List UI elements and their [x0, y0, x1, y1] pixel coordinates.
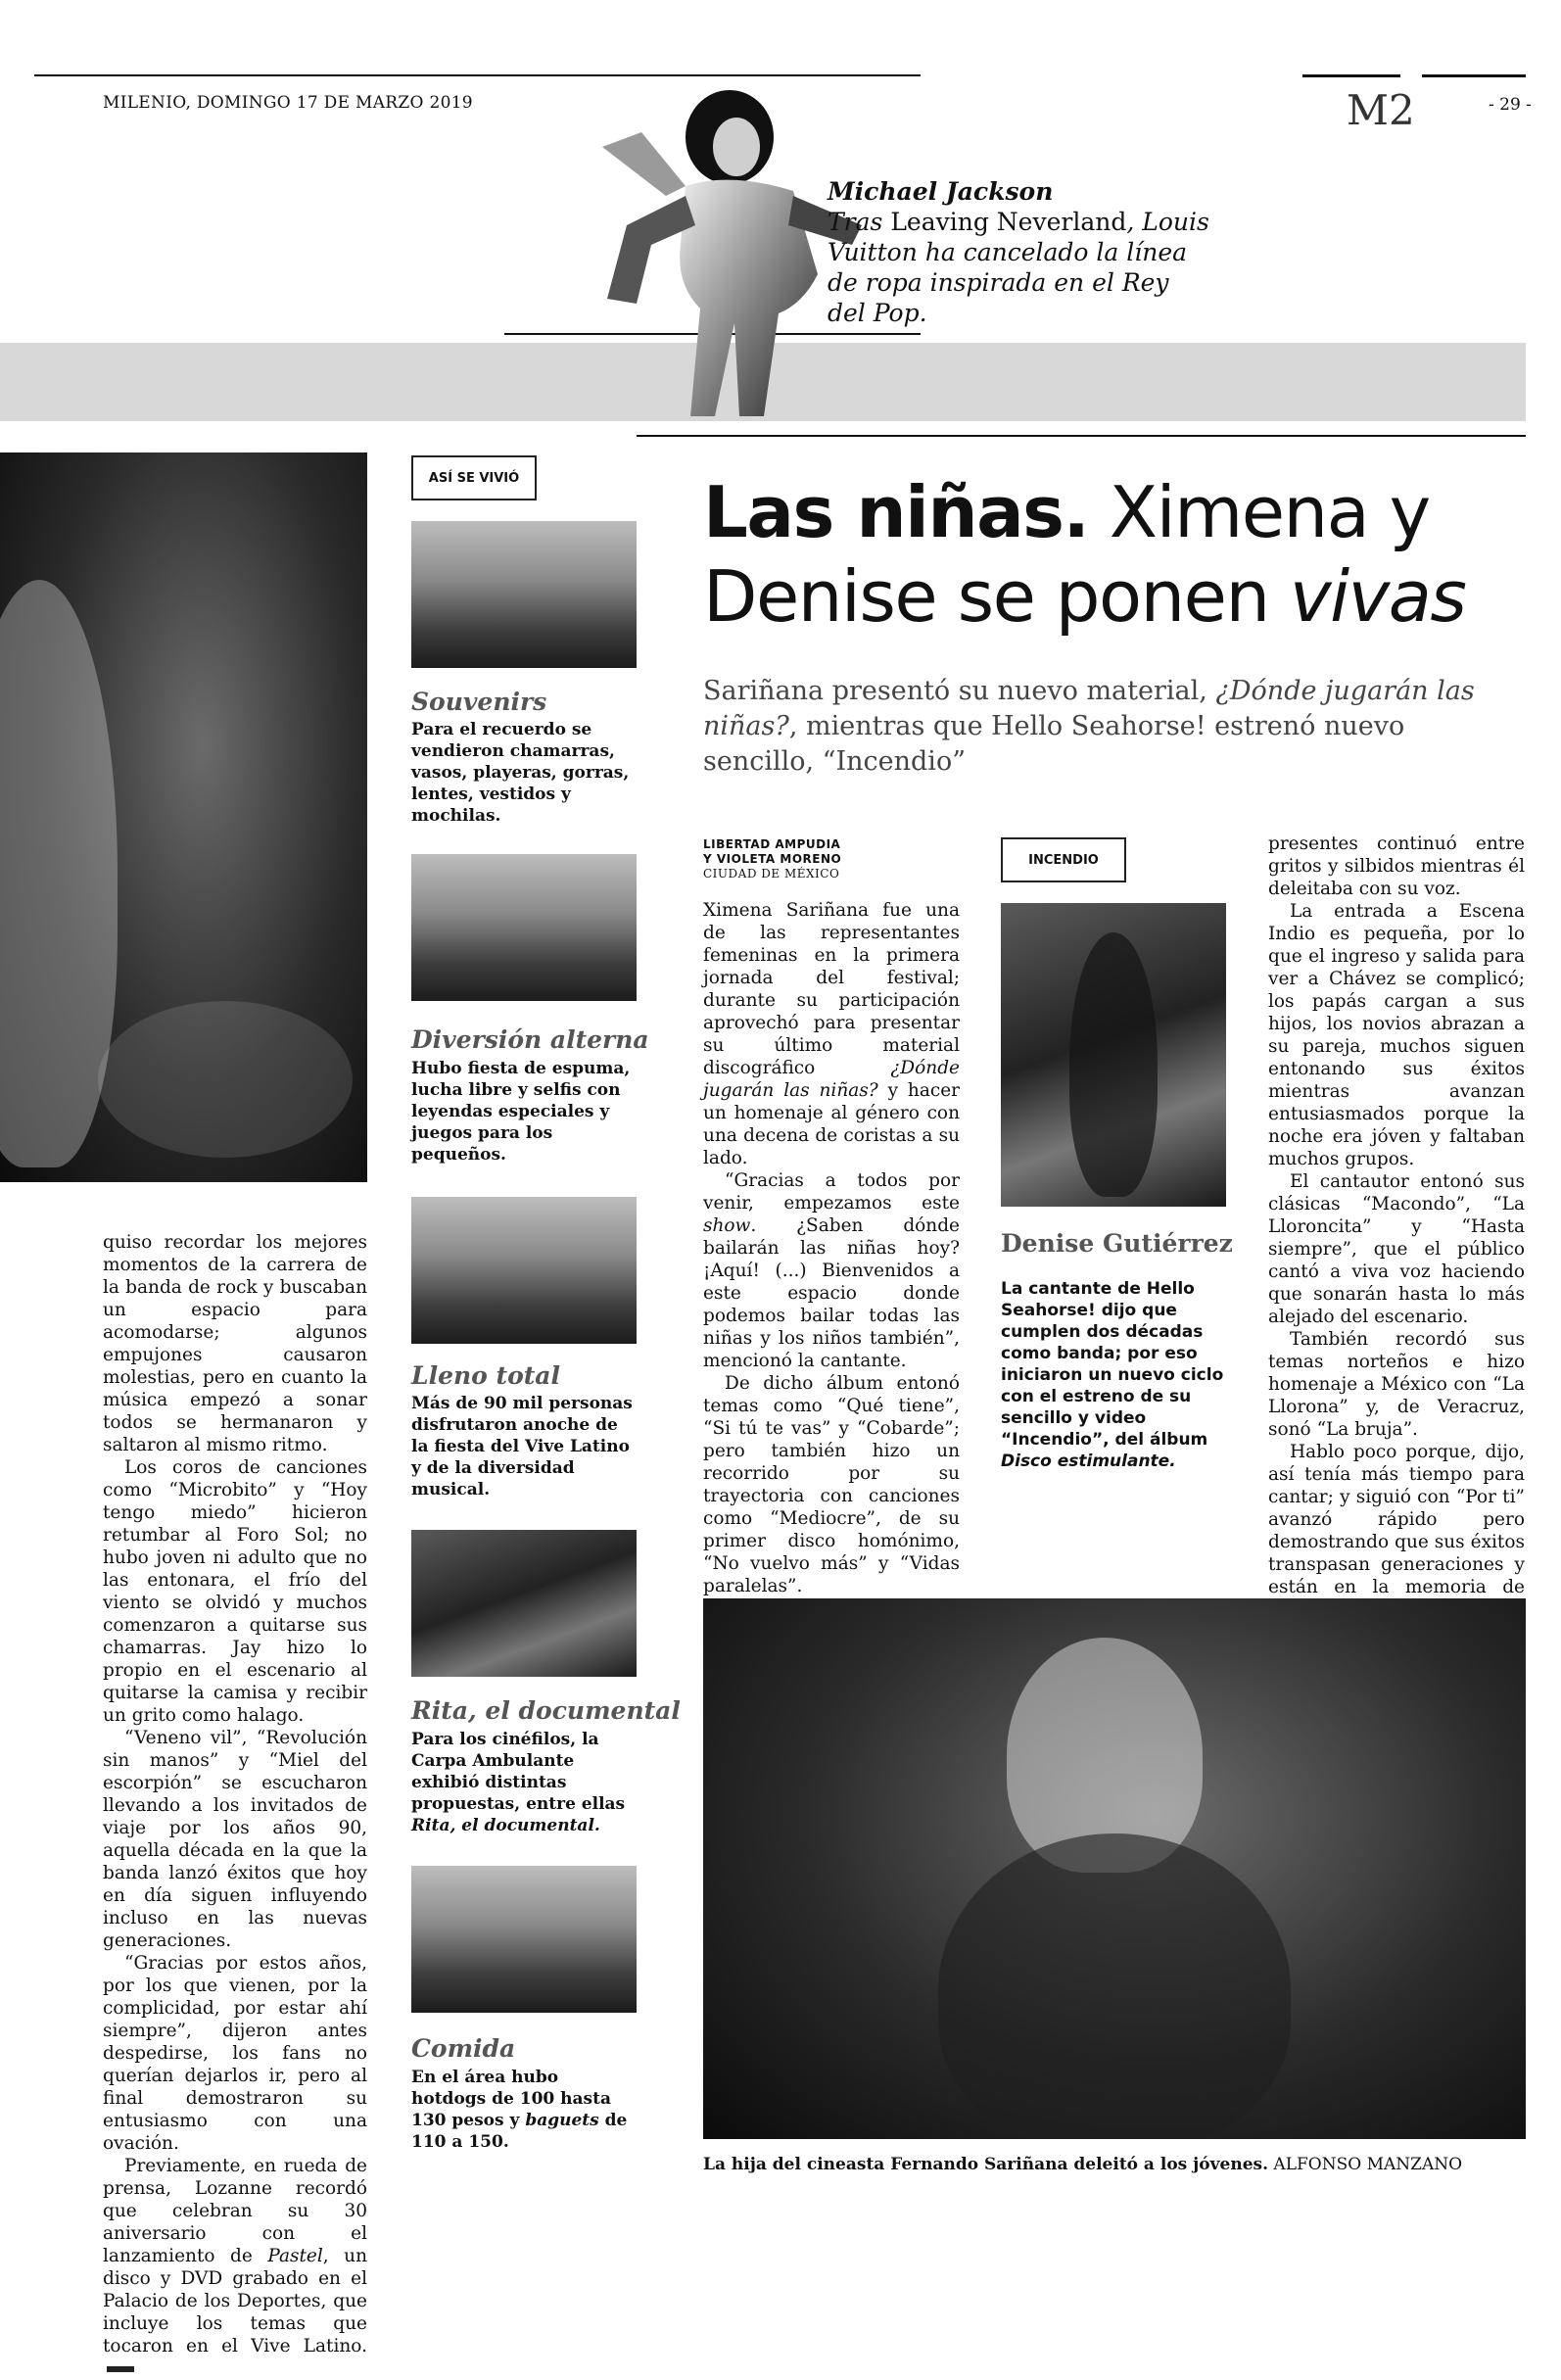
hero-caption-title: Leaving Neverland — [890, 208, 1127, 236]
left-paragraph: “Veneno vil”, “Revolución sin manos” y “Miel del escorpión” se escucharon llevando a los invitados de viaje por los años 90, aquella década en la que la banda lanzó éxitos que hoy en día siguen influyendo incluso en las nuevas generaciones. — [103, 1728, 367, 1951]
hero-caption-a: Tras — [828, 208, 891, 236]
photo-credit: ALFONSO MANZANO — [1268, 2155, 1463, 2174]
sidebar-text-a: Para los cinéfilos, la Carpa Ambulante exhibió distintas propuestas, entre ellas — [411, 1730, 626, 1814]
tag-asi-se-vivio: ASÍ SE VIVIÓ — [411, 455, 537, 500]
sidebar-text — [411, 1729, 637, 1836]
denise-photo — [1001, 903, 1226, 1207]
crowd-photo — [411, 1197, 637, 1344]
byline — [703, 837, 948, 881]
denise-name: Denise Gutiérrez — [1001, 1229, 1233, 1258]
main-p2-a: “Gracias a todos por venir, empezamos este — [703, 1170, 960, 1214]
headline-regular: Ximena y Denise se ponen — [703, 471, 1430, 638]
souvenirs-photo — [411, 521, 637, 668]
end-mark — [107, 2366, 134, 2372]
left-paragraph: Los coros de canciones como “Microbito” y “Hoy tengo miedo” hicieron retumbar al Foro Sol; no hubo joven ni adulto que no las entonara, el frío del viento se olvidó y muchos comenzaron a quitarse sus chamarras. Jay hizo lo propio en el escenario al quitarse la camisa y recibir un grito como halago. — [103, 1457, 367, 1726]
byline-place: CIUDAD DE MÉXICO — [703, 867, 840, 881]
denise-text — [1001, 1278, 1226, 1472]
subhead-a: Sariñana presentó su nuevo material, — [703, 676, 1216, 706]
byline-authors: LIBERTAD AMPUDIA — [703, 837, 841, 851]
documental-photo — [411, 1530, 637, 1677]
header-rule-left — [34, 74, 921, 76]
left-last-c: , un disco y DVD grabado en el Palacio de los Deportes, que incluye los temas que tocaron en el Vive Latino. — [103, 2246, 367, 2356]
subhead — [703, 674, 1506, 780]
right-paragraph: presentes continuó entre gritos y silbidos mientras él deleitaba con su voz. — [1268, 833, 1525, 899]
sidebar-title: Rita, el documental — [411, 1696, 681, 1725]
headline-italic: vivas — [1289, 555, 1466, 638]
concert-photo-left — [0, 452, 367, 1182]
denise-text-a: La cantante de Hello Seahorse! dijo que cumplen dos décadas como banda; por eso iniciaron un nuevo ciclo con el estreno de su sencillo y video “Incendio”, del álbum — [1001, 1279, 1224, 1450]
sidebar-title: Lleno total — [411, 1361, 561, 1390]
byline-authors-2: Y VIOLETA MORENO — [703, 852, 842, 866]
photo-caption-text: La hija del cineasta Fernando Sariñana deleitó a los jóvenes. — [703, 2155, 1269, 2174]
headline-bold: Las niñas. — [703, 471, 1089, 553]
hero-name: Michael Jackson — [828, 177, 1054, 206]
hero-caption-c: , Louis Vuitton ha cancelado la línea de ropa inspirada en el Rey del Pop. — [828, 208, 1209, 327]
section-label: M2 — [1347, 86, 1415, 134]
sarinana-photo — [703, 1598, 1526, 2139]
page-number: - 29 - — [1489, 95, 1532, 115]
hero-caption — [828, 176, 1209, 328]
right-last-text: Hablo poco porque, dijo, así tenía más tiempo para cantar; y siguió con “Por ti” avanzó rápido pero demostrando que sus éxitos transpasan generaciones y están en la memoria de — [1268, 1442, 1525, 1597]
main-p2-c: . ¿Saben dónde bailarán las niñas hoy? ¡Aquí! (...) Bienvenidos a este espacio donde podemos bailar todas las niñas y los niños también”, mencionó la cantante. — [703, 1215, 960, 1371]
right-column — [1268, 833, 1525, 1711]
headline — [703, 470, 1487, 639]
right-paragraph: También recordó sus temas norteños e hizo homenaje a México con “La Llorona” y, de Veracruz, sonó “La bruja”. — [1268, 1329, 1525, 1440]
sidebar-text-a: En el área hubo hotdogs de 100 hasta 130 pesos y — [411, 2068, 611, 2130]
subhead-album: ¿Dónde jugarán las niñas? — [703, 676, 1475, 741]
main-p1-c: y hacer un homenaje al género con una decena de coristas a su lado. — [703, 1080, 961, 1168]
tag-incendio: INCENDIO — [1001, 837, 1126, 882]
main-p1-a: Ximena Sariñana fue una de las representantes femeninas en la primera jornada del festival; durante su participación aprovechó para presentar su último material discográfico — [703, 900, 960, 1078]
main-paragraph — [703, 1169, 960, 1372]
diversion-photo — [411, 854, 637, 1001]
photo-caption — [703, 2155, 1462, 2174]
album-title: Pastel — [267, 2246, 323, 2266]
sidebar-text-c: de 110 a 150. — [411, 2111, 628, 2152]
subhead-c: , mientras que Hello Seahorse! estrenó nuevo sencillo, “Incendio” — [703, 711, 1405, 777]
left-column — [103, 1231, 367, 2380]
header-rule-right — [1302, 74, 1400, 77]
sidebar-text: Más de 90 mil personas disfrutaron anoche de la fiesta del Vive Latino y de la diversidad musical. — [411, 1394, 633, 1499]
right-paragraph: El cantautor entonó sus clásicas “Macondo”, “La Lloroncita” y “Hasta siempre”, que el público cantó a viva voz haciendo que sonarán hasta lo más alejado del escenario. — [1268, 1171, 1525, 1327]
sidebar-title: Diversión alterna — [411, 1025, 649, 1054]
main-p1-album: ¿Dónde jugarán las niñas? — [703, 1058, 960, 1101]
comida-photo — [411, 1866, 637, 2013]
sidebar-text: Hubo fiesta de espuma, lucha libre y selfis con leyendas especiales y juegos para los pequeños. — [411, 1059, 631, 1165]
left-last-a: Previamente, en rueda de prensa, Lozanne recordó que celebran su 30 aniversario con el lanzamiento de — [103, 2156, 367, 2266]
header-rule-bottom — [637, 435, 1526, 437]
dateline: MILENIO, DOMINGO 17 DE MARZO 2019 — [103, 93, 473, 113]
sidebar-text: Para el recuerdo se vendieron chamarras, vasos, playeras, gorras, lentes, vestidos y mochilas. — [411, 720, 630, 826]
sidebar-text-b: baguets — [525, 2111, 599, 2130]
left-paragraph: “Gracias por estos años, por los que vienen, por la complicidad, por estar ahí siempre”, dijeron antes despedirse, los fans no querían dejarlos ir, pero al final demostraron su entusiasmo con una ovación. — [103, 1953, 367, 2154]
sidebar-title: Souvenirs — [411, 688, 547, 716]
sidebar-text — [411, 2067, 637, 2153]
sidebar-text-b: Rita, el documental. — [411, 1816, 600, 1835]
header-rule-right-2 — [1422, 74, 1526, 77]
left-paragraph: quiso recordar los mejores momentos de la carrera de la banda de rock y buscaban un espacio para acomodarse; algunos empujones causaron molestias, pero en cuanto la música empezó a sonar todos se hermanaron y saltaron al mismo ritmo. — [103, 1232, 367, 1455]
left-paragraph-last — [103, 2155, 367, 2380]
main-paragraph — [703, 899, 960, 1169]
denise-text-album: Disco estimulante. — [1001, 1452, 1176, 1471]
main-paragraph: De dicho álbum entonó temas como “Qué tiene”, “Si tú te vas” y “Cobarde”; pero también hizo un recorrido por su trayectoria con canciones como “Mediocre”, de su primer disco homónimo, “No vuelvo más” y “Vidas paralelas”. — [703, 1373, 960, 1596]
main-p2-show: show — [703, 1215, 751, 1236]
sidebar-title: Comida — [411, 2034, 516, 2063]
right-paragraph: La entrada a Escena Indio es pequeña, por lo que el ingreso y salida para ver a Chávez se complicó; los papás cargan a sus hijos, los novios abrazan a su pareja, muchos siguen entonando sus éxitos mientras avanzan entusiasmados porque la noche era jóven y faltaban muchos grupos. — [1268, 901, 1525, 1169]
